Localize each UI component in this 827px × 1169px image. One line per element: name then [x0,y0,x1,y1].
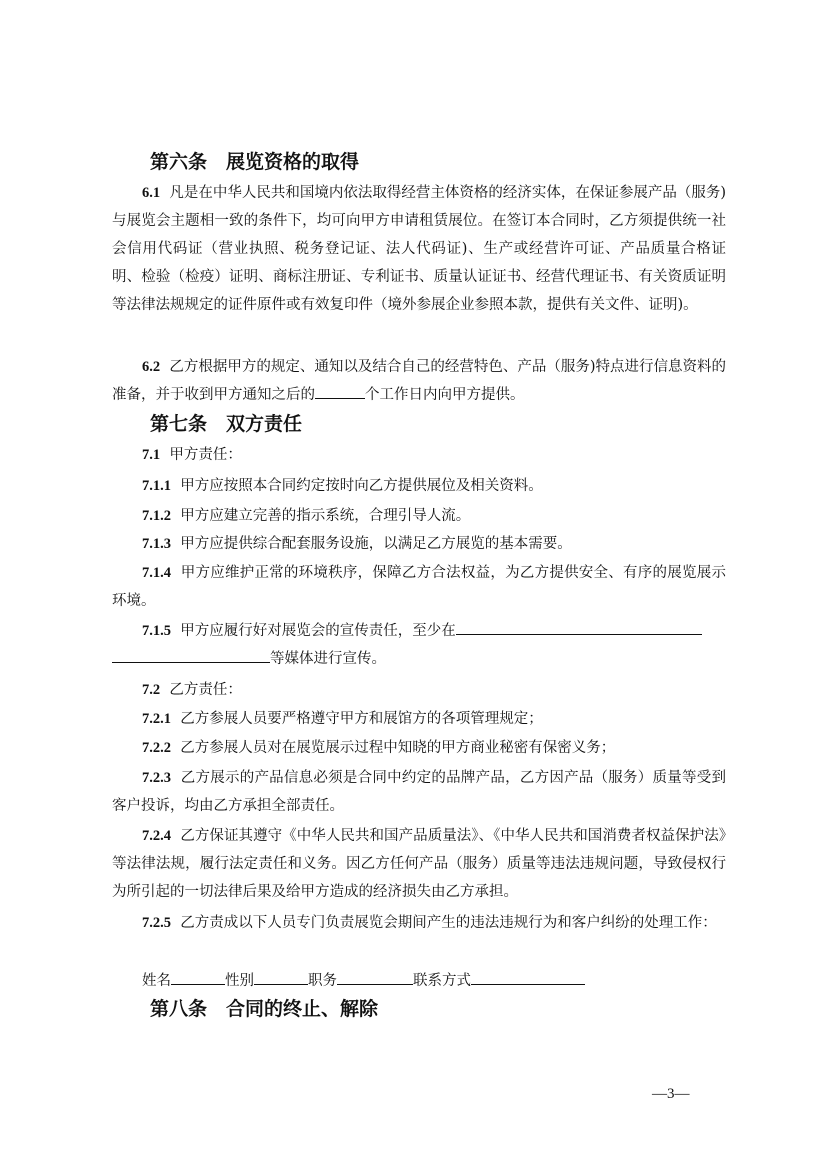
position-label: 职务 [308,973,337,989]
clause-text: 乙方参展人员要严格遵守甲方和展馆方的各项管理规定； [180,711,543,727]
clause-text: 甲方应建立完善的指示系统，合理引导人流。 [180,508,471,524]
clause-number: 7.2.4 [142,828,171,844]
clause-number: 7.1.5 [142,623,171,639]
clause-7-1-3 [112,530,726,558]
name-label: 姓名 [142,973,171,989]
name-blank[interactable] [171,969,225,985]
clause-number: 7.1.4 [142,565,171,581]
clause-number: 7.2 [142,682,161,698]
clause-text: 乙方展示的产品信息必须是合同中约定的品牌产品，乙方因产品（服务）质量等受到客户投诉，均由乙方承担全部责任。 [112,770,727,814]
article-7-title: 第七条 双方责任 [150,413,303,435]
article-8-title: 第八条 合同的终止、解除 [150,998,379,1020]
page-number: —3— [652,1086,690,1102]
clause-7-2-5 [112,909,726,937]
phone-label: 联系方式 [413,973,471,989]
clause-number: 7.2.2 [142,740,171,756]
clause-7-2-2 [112,734,726,762]
clause-text: 甲方责任： [169,447,242,463]
media-blank-2[interactable] [112,647,270,663]
clause-7-2-1 [112,705,726,733]
clause-number: 7.1.3 [142,536,171,552]
clause-7-1-2 [112,502,726,530]
clause-text: 甲方应按照本合同约定按时向乙方提供展位及相关资料。 [180,478,543,494]
clause-7-2-3 [112,764,726,820]
clause-text: 甲方应提供综合配套服务设施，以满足乙方展览的基本需要。 [180,536,572,552]
clause-text: 乙方保证其遵守《中华人民共和国产品质量法》、《中华人民共和国消费者权益保护法》等法律法规，履行法定责任和义务。因乙方任何产品（服务）质量等违法违规问题，导致侵权行为所引起的一切法律后果及给甲方造成的经济损失由乙方承担。 [112,828,727,900]
clause-6-2 [112,353,726,409]
gender-blank[interactable] [254,969,308,985]
clause-text: 乙方责成以下人员专门负责展览会期间产生的违法违规行为和客户纠纷的处理工作： [180,915,717,931]
clause-number: 7.2.3 [142,770,171,786]
clause-7-2-4 [112,822,726,906]
media-blank-1[interactable] [456,619,702,635]
clause-number: 6.2 [142,359,161,375]
clause-text: 乙方参展人员对在展览展示过程中知晓的甲方商业秘密有保密义务； [180,740,616,756]
clause-6-1 [112,179,726,319]
clause-text-tail: 个工作日内向甲方提供。 [365,387,525,403]
phone-blank[interactable] [471,969,585,985]
clause-number: 7.2.5 [142,915,171,931]
article-6-title: 第六条 展览资格的取得 [150,151,360,173]
clause-text: 凡是在中华人民共和国境内依法取得经营主体资格的经济实体，在保证参展产品（服务)与展览会主题相一致的条件下，均可向甲方申请租赁展位。在签订本合同时，乙方须提供统一社会信用代码证（营业执照、税务登记证、法人代码证)、生产或经营许可证、产品质量合格证明、检验（检疫）证明、商标注册证、专利证书、质量认证证书、经营代理证书、有关资质证明等法律法规规定的证件原件或有效复印件（境外参展企业参照本款，提供有关文件、证明)。 [112,185,726,313]
position-blank[interactable] [337,969,413,985]
clause-text: 乙方根据甲方的规定、通知以及结合自己的经营特色、产品（服务)特点进行信息资料的准备，并于收到甲方通知之后的 [112,359,726,403]
workdays-blank[interactable] [315,383,365,399]
clause-7-1 [112,441,726,469]
contact-line [112,967,726,995]
clause-number: 7.2.1 [142,711,171,727]
clause-7-1-4 [112,559,726,615]
clause-7-2 [112,676,726,704]
clause-text: 甲方应履行好对展览会的宣传责任，至少在 [180,623,456,639]
clause-text-tail: 等媒体进行宣传。 [270,651,386,667]
clause-7-1-5 [112,617,726,673]
clause-number: 7.1 [142,447,161,463]
clause-text: 甲方应维护正常的环境秩序，保障乙方合法权益，为乙方提供安全、有序的展览展示环境。 [112,565,727,609]
gender-label: 性别 [225,973,254,989]
clause-number: 7.1.2 [142,508,171,524]
clause-number: 7.1.1 [142,478,171,494]
clause-number: 6.1 [142,185,161,201]
clause-text: 乙方责任： [169,682,242,698]
clause-7-1-1 [112,472,726,500]
